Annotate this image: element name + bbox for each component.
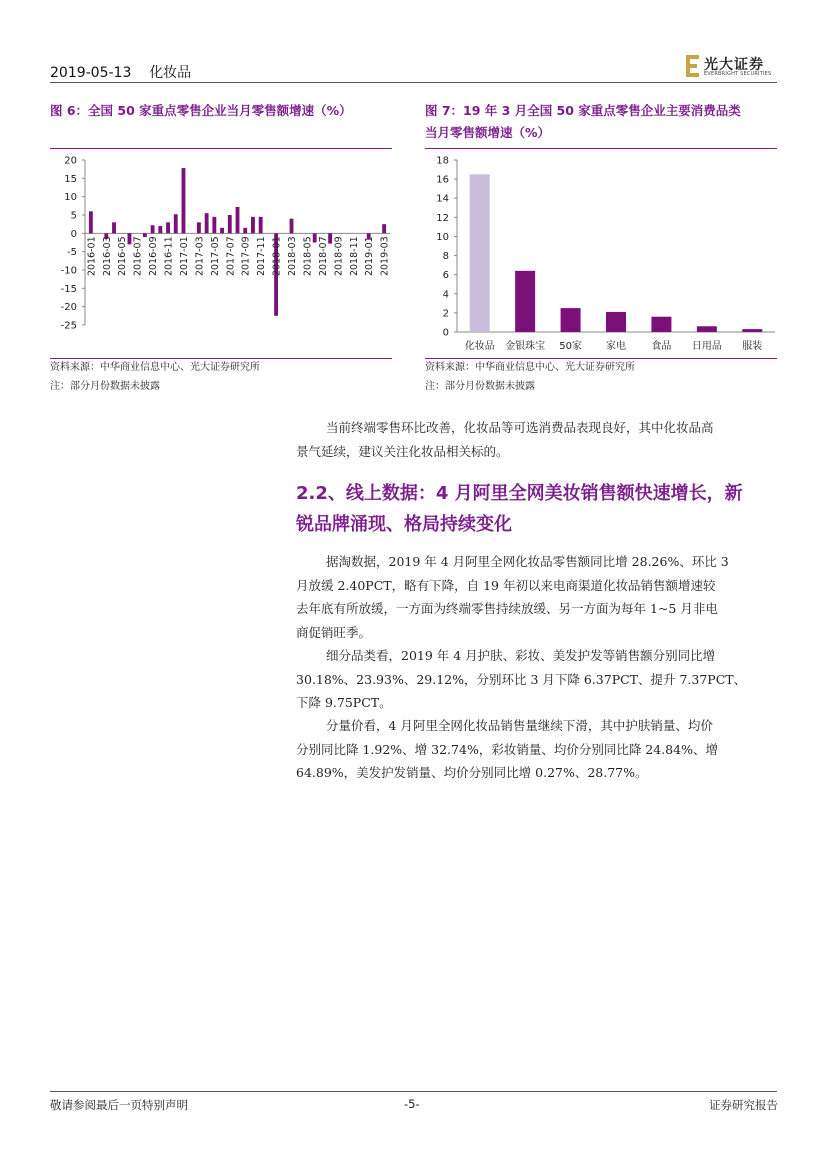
x-tick-label: 2019-01 [364, 236, 376, 277]
bar [259, 217, 263, 234]
bar [212, 217, 216, 234]
footer-report-type: 证券研究报告 [709, 1098, 778, 1112]
bar [182, 168, 186, 233]
bar [515, 271, 535, 332]
bar [197, 222, 201, 233]
x-tick-label: 2017-05 [209, 236, 221, 277]
x-tick-label: 2017-11 [256, 236, 268, 277]
footer-divider [50, 1091, 777, 1092]
x-tick-label: 2019-03 [379, 236, 391, 277]
x-tick-label: 金银珠宝 [505, 341, 546, 352]
paragraph-line: 细分品类看，2019 年 4 月护肤、彩妆、美发护发等销售额分别同比增 [326, 648, 716, 663]
bar [606, 312, 626, 332]
x-tick-label: 2017-09 [240, 236, 252, 277]
bar [742, 329, 762, 332]
paragraph-line: 商促销旺季。 [296, 624, 372, 640]
y-tick-label: -20 [60, 302, 77, 314]
bar [382, 224, 386, 233]
bar [243, 228, 247, 234]
logo-text-en: EVERBRIGHT SECURITIES [704, 71, 772, 77]
paragraph-line: 分别同比降 1.92%、增 32.74%，彩妆销量、均价分别同比降 24.84%、增 [296, 741, 718, 757]
bar [166, 222, 170, 233]
y-tick-label: 4 [442, 289, 449, 301]
x-tick-label: 食品 [651, 341, 672, 352]
figure6-chart [50, 150, 395, 350]
paragraph-line: 去年底有所放缓，一方面为终端零售持续放缓、另一方面为每年 1~5 月非电 [296, 601, 718, 616]
paragraph-online-sales [296, 550, 781, 644]
y-tick-label: 10 [64, 192, 77, 204]
x-tick-label: 50家 [559, 341, 582, 352]
x-tick-label: 2018-09 [333, 236, 345, 277]
y-tick-label: 0 [442, 327, 449, 339]
y-tick-label: 15 [64, 173, 77, 185]
bar [205, 213, 209, 233]
y-tick-label: 2 [442, 308, 449, 320]
paragraph-line: 64.89%，美发护发销量、均价分别同比增 0.27%、28.77%。 [296, 765, 648, 780]
x-tick-label: 2017-01 [178, 236, 190, 277]
figure6-title: 图 6：全国 50 家重点零售企业当月零售额增速（%） [50, 103, 352, 118]
y-tick-label: 8 [442, 251, 449, 263]
figure7-note: 注：部分月份数据未披露 [425, 381, 535, 392]
paragraph-category [296, 644, 781, 715]
paragraph-summary [296, 416, 781, 463]
paragraph-line: 景气延续，建议关注化妆品相关标的。 [296, 443, 509, 459]
y-tick-label: 0 [70, 228, 77, 240]
x-tick-label: 2016-11 [163, 236, 175, 277]
footer-disclaimer: 敬请参阅最后一页特别声明 [50, 1098, 188, 1112]
paragraph-line: 月放缓 2.40PCT，略有下降，自 19 年初以来电商渠道化妆品销售额增速较 [296, 577, 716, 593]
x-tick-label: 2018-05 [302, 236, 314, 277]
x-tick-label: 2017-07 [225, 236, 237, 277]
bar [470, 174, 490, 332]
figure7-title-line1: 图 7：19 年 3 月全国 50 家重点零售企业主要消费品类 [425, 103, 741, 118]
figure7-title-line2: 当月零售额增速（%） [425, 125, 551, 140]
bar [561, 308, 581, 332]
x-tick-label: 2016-05 [117, 236, 129, 277]
logo-text-cn: 光大证券 [704, 57, 764, 73]
x-tick-label: 化妆品 [464, 341, 495, 352]
y-tick-label: 16 [436, 174, 449, 186]
y-tick-label: 18 [436, 155, 449, 167]
paragraph-volume-price [296, 714, 781, 785]
paragraph-line: 下降 9.75PCT。 [296, 695, 392, 710]
section-heading-line2: 锐品牌涌现、格局持续变化 [296, 514, 512, 535]
figure6-note: 注：部分月份数据未披露 [50, 381, 160, 392]
x-tick-label: 日用品 [691, 341, 722, 352]
section-heading [296, 478, 781, 540]
x-tick-label: 2018-03 [287, 236, 299, 277]
bar [290, 219, 294, 234]
figure7-title-rule [425, 148, 777, 149]
figure7-chart [425, 150, 777, 355]
category-text: 化妆品 [149, 65, 192, 81]
x-tick-label: 2018-11 [348, 236, 360, 277]
header-divider [50, 82, 777, 83]
y-tick-label: -10 [60, 265, 77, 277]
y-tick-label: -15 [60, 283, 77, 295]
x-tick-label: 2016-09 [148, 236, 160, 277]
x-tick-label: 家电 [606, 341, 626, 352]
bar [651, 317, 671, 332]
y-tick-label: 5 [70, 210, 77, 222]
x-tick-label: 2018-01 [271, 236, 283, 277]
x-tick-label: 2016-07 [132, 236, 144, 277]
x-tick-label: 2016-01 [86, 236, 98, 277]
x-tick-label: 2018-07 [317, 236, 329, 277]
bar [158, 226, 162, 233]
paragraph-line: 分量价看，4 月阿里全网化妆品销售量继续下滑，其中护肤销量、均价 [326, 718, 713, 733]
report-date [50, 62, 191, 82]
figure7-title [425, 100, 785, 144]
x-tick-label: 2016-03 [101, 236, 113, 277]
figure6-title-rule [50, 148, 392, 149]
x-tick-label: 服装 [742, 341, 763, 352]
date-text: 2019-05-13 [50, 65, 132, 81]
bar [89, 211, 93, 233]
bar [174, 214, 178, 233]
bar [697, 326, 717, 332]
paragraph-line: 据淘数据，2019 年 4 月阿里全网化妆品零售额同比增 28.26%、环比 3 [326, 554, 729, 569]
bar [228, 215, 232, 233]
y-tick-label: 6 [442, 270, 449, 282]
bar [251, 217, 255, 234]
y-tick-label: -25 [60, 320, 77, 332]
y-tick-label: 10 [436, 231, 449, 243]
paragraph-line: 30.18%、23.93%、29.12%，分别环比 3 月下降 6.37PCT、提升 7.37PCT、 [296, 671, 747, 687]
figure6-source: 资料来源：中华商业信息中心、光大证券研究所 [50, 362, 260, 373]
x-tick-label: 2017-03 [194, 236, 206, 277]
bar [112, 222, 116, 233]
y-tick-label: 14 [436, 193, 449, 205]
y-tick-label: 20 [64, 155, 77, 167]
paragraph-line: 当前终端零售环比改善，化妆品等可选消费品表现良好，其中化妆品高 [326, 420, 714, 435]
y-tick-label: 12 [436, 212, 449, 224]
figure7-source: 资料来源：中华商业信息中心、光大证券研究所 [425, 362, 635, 373]
logo-mark-icon [686, 55, 700, 77]
section-heading-line1: 2.2、线上数据：4 月阿里全网美妆销售额快速增长，新 [296, 483, 743, 504]
y-tick-label: -5 [67, 247, 77, 259]
bar [151, 225, 155, 233]
page-number: -5- [404, 1097, 420, 1111]
bar [236, 207, 240, 233]
everbright-logo [686, 55, 778, 79]
bar [220, 228, 224, 234]
